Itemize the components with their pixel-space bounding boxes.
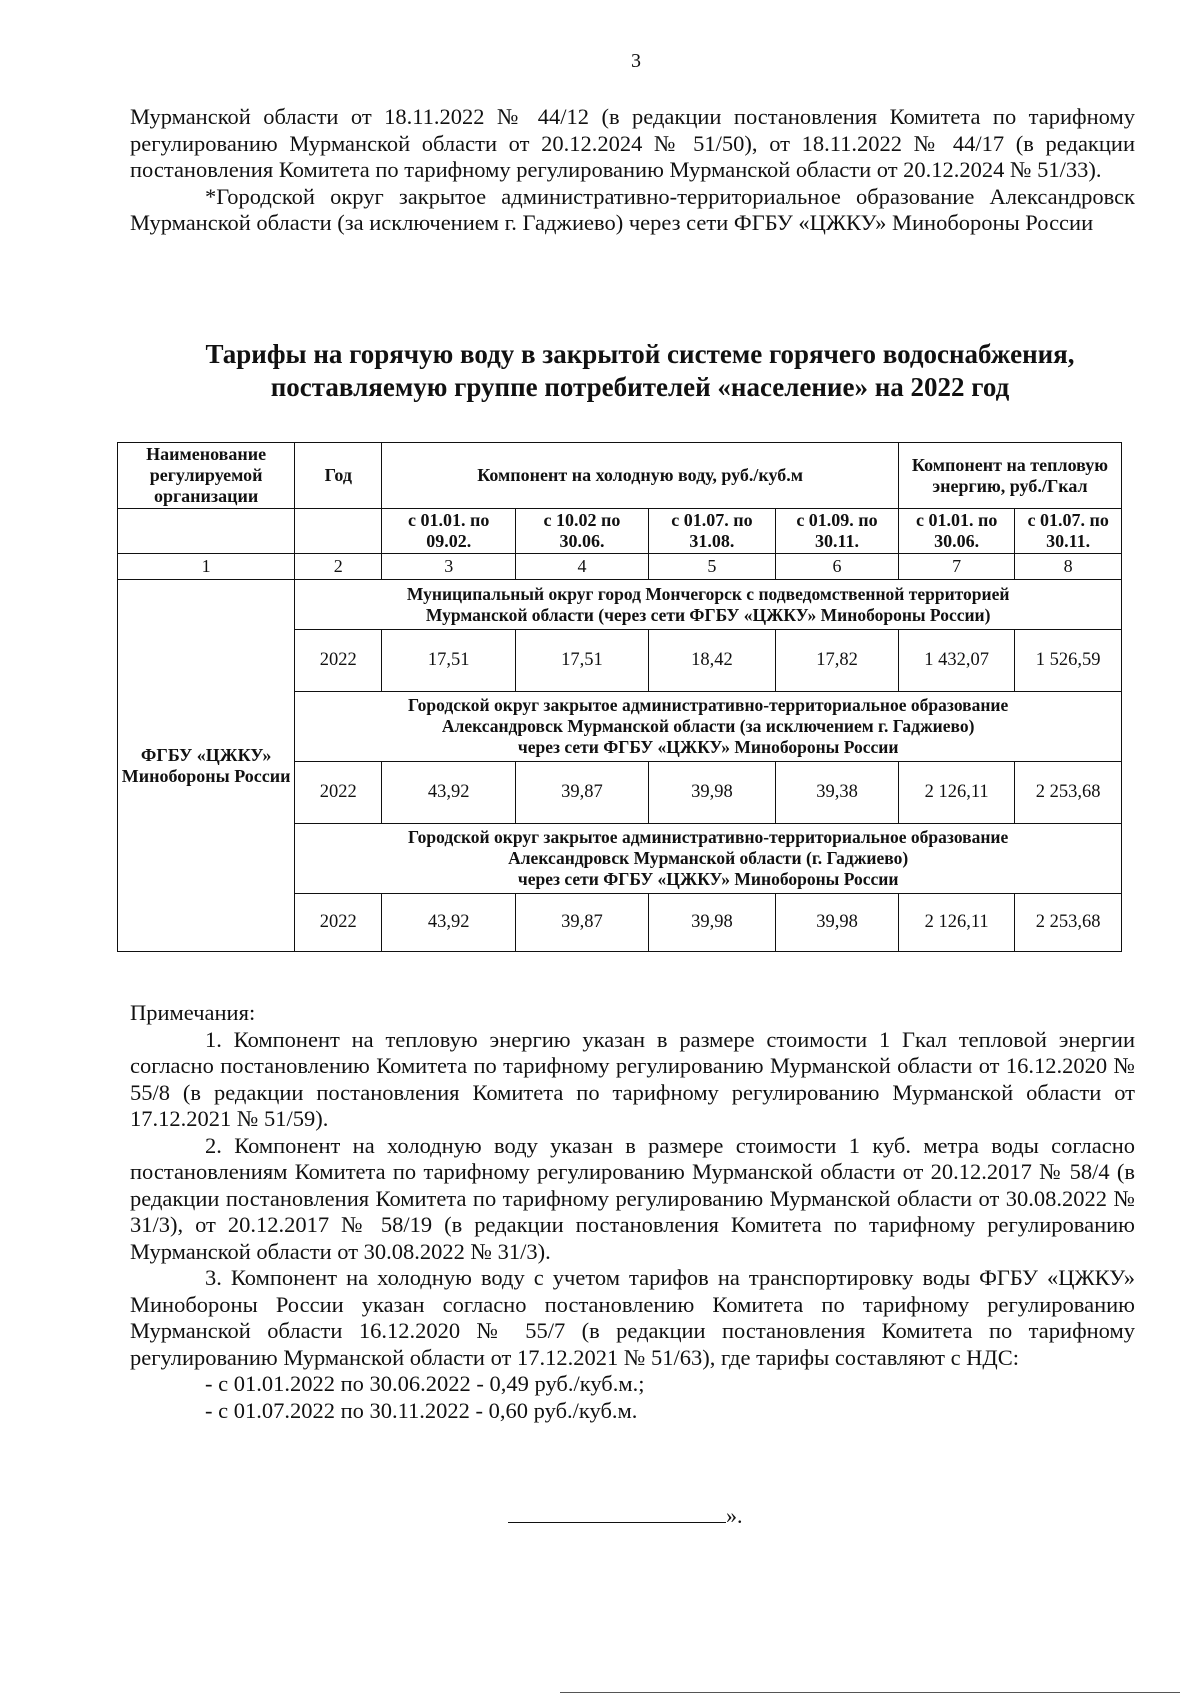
value-cell: 2 126,11 [898,762,1014,824]
notes-section [130,1000,1135,1424]
value-cell: 17,51 [382,630,516,692]
tariffs-table [117,442,1122,952]
column-number: 2 [295,554,382,580]
note-3: 3. Компонент на холодную воду с учетом тарифов на транспортировку воды ФГБУ «ЦЖКУ» Минобороны России указан согласно постановлению Комитета по тарифному регулированию Мурманской области 16.12.2020 № 55/7 (в редакции постановления Комитета по тарифному регулированию Мурманской области от 17.12.2021 № 51/63), где тарифы составляют с НДС: [130,1265,1135,1370]
header-year: Год [295,443,382,509]
period-row [118,509,1122,554]
header-cold-water-component: Компонент на холодную воду, руб./куб.м [382,443,899,509]
group-title-line: через сети ФГБУ «ЦЖКУ» Минобороны России [517,869,899,889]
organization-name: ФГБУ «ЦЖКУ» Минобороны России [118,580,295,952]
header-heat-component: Компонент на тепловую энергию, руб./Гкал [898,443,1121,509]
closing-quote: ». [726,1503,743,1528]
value-cell: 39,98 [776,894,899,952]
value-cell: 1 432,07 [898,630,1014,692]
year-cell: 2022 [295,762,382,824]
intro-section [130,104,1135,237]
value-cell: 43,92 [382,894,516,952]
period-cell: с 01.01. по 30.06. [898,509,1014,554]
column-number: 4 [516,554,649,580]
closing-mark [508,1500,743,1529]
group-title-line: через сети ФГБУ «ЦЖКУ» Минобороны России [517,737,899,757]
value-cell: 39,98 [648,762,775,824]
year-cell: 2022 [295,894,382,952]
column-number: 3 [382,554,516,580]
value-cell: 2 253,68 [1015,894,1122,952]
group-title-line: Мурманской области (через сети ФГБУ «ЦЖКУ» Минобороны России) [425,604,991,625]
header-row [118,443,1122,509]
column-number-row [118,554,1122,580]
value-cell: 39,87 [516,894,649,952]
value-cell: 39,98 [648,894,775,952]
column-number: 7 [898,554,1014,580]
group-title [295,580,1122,630]
period-empty-year [295,509,382,554]
note-3-rate-2: - с 01.07.2022 по 30.11.2022 - 0,60 руб./куб.м. [205,1397,638,1423]
note-1: 1. Компонент на тепловую энергию указан в размере стоимости 1 Гкал тепловой энергии согласно постановлению Комитета по тарифному регулированию Мурманской области от 16.12.2020 № 55/8 (в редакции постановления Комитета по тарифному регулированию Мурманской области от 17.12.2021 № 51/59). [130,1026,1135,1131]
period-cell: с 10.02 по 30.06. [516,509,649,554]
value-cell: 2 253,68 [1015,762,1122,824]
value-cell: 17,51 [516,630,649,692]
group-title-row [118,580,1122,630]
period-cell: с 01.01. по 09.02. [382,509,516,554]
page-number: 3 [631,50,641,72]
note-2: 2. Компонент на холодную воду указан в размере стоимости 1 куб. метра воды согласно постановлениям Комитета по тарифному регулированию Мурманской области от 20.12.2017 № 58/4 (в редакции постановления Комитета по тарифному регулированию Мурманской области от 30.08.2022 № 31/3), от 20.12.2017 № 58/19 (в редакции постановления Комитета по тарифному регулированию Мурманской области от 30.08.2022 № 31/3). [130,1132,1135,1264]
notes-label: Примечания: [130,1000,256,1025]
table-title [120,338,1160,404]
group-title [295,692,1122,762]
value-cell: 39,38 [776,762,899,824]
table-title-line-2: поставляемую группе потребителей «население» на 2022 год [270,372,1010,402]
group-title-line: Городской округ закрытое административно-территориальное образование [408,827,1009,847]
column-number: 1 [118,554,295,580]
value-cell: 18,42 [648,630,775,692]
year-cell: 2022 [295,630,382,692]
header-organization: Наименование регулируемой организации [118,443,295,509]
note-3-rate-1: - с 01.01.2022 по 30.06.2022 - 0,49 руб./куб.м.; [205,1371,645,1396]
group-title [295,824,1122,894]
group-title-line: Муниципальный округ город Мончегорск с подведомственной территорией [406,583,1010,604]
group-title-line: Городской округ закрытое административно-территориальное образование [408,695,1009,715]
table-title-line-1: Тарифы на горячую воду в закрытой системе горячего водоснабжения, [205,339,1075,369]
value-cell: 39,87 [516,762,649,824]
intro-footnote-paragraph: *Городской округ закрытое административно-территориальное образование Александровск Мурманской области (за исключением г. Гаджиево) через сети ФГБУ «ЦЖКУ» Минобороны России [130,183,1135,235]
column-number: 6 [776,554,899,580]
value-cell: 17,82 [776,630,899,692]
value-cell: 2 126,11 [898,894,1014,952]
intro-paragraph-continuation: Мурманской области от 18.11.2022 № 44/12 (в редакции постановления Комитета по тарифному регулированию Мурманской области от 20.12.2024 № 51/50), от 18.11.2022 № 44/17 (в редакции постановления Комитета по тарифному регулированию Мурманской области от 20.12.2024 № 51/33). [130,104,1135,182]
group-title-line: Александровск Мурманской области (за исключением г. Гаджиево) [441,716,975,736]
signature-line [508,1500,726,1523]
footer-rule [560,1692,1180,1693]
period-empty-org [118,509,295,554]
period-cell: с 01.07. по 31.08. [648,509,775,554]
column-number: 8 [1015,554,1122,580]
value-cell: 43,92 [382,762,516,824]
group-title-line: Александровск Мурманской области (г. Гаджиево) [508,848,909,868]
value-cell: 1 526,59 [1015,630,1122,692]
period-cell: с 01.09. по 30.11. [776,509,899,554]
period-cell: с 01.07. по 30.11. [1015,509,1122,554]
column-number: 5 [648,554,775,580]
